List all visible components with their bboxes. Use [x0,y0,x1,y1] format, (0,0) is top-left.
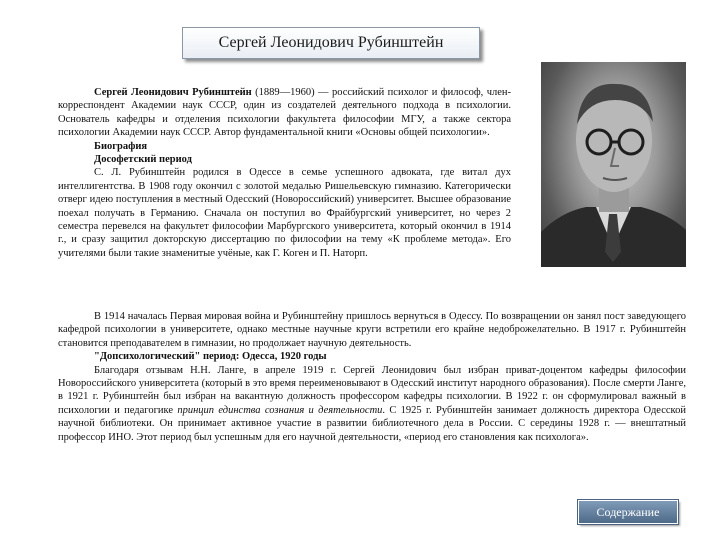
odessa-period-heading: "Допсихологический" период: Одесса, 1920 годы [94,351,327,363]
odessa-text-italic: принцип единства сознания и деятельности [177,404,383,416]
odessa-text-part1: Благодаря отзывам Н.Н. Ланге, в апреле 1919 г. Сергей Леонидович был избран приват-доцентом кафедры философии Новороссийского университета (который в это время переименовывают в Одесский институт народного образования). После смерти Ланге, в 1921 г. Рубинштейн был избран на вакантную должность профессором кафедры психологии. В 1922 г. он сформулировал важный в психологии и педагогике [58,364,686,416]
intro-text: (1889—1960) — российский психолог и философ, член-корреспондент Академии наук СССР, один из создателей деятельного подхода в психологии. Основатель кафедры и отделения психологии факультета философии МГУ, а также сектора психологии Академии наук СССР. Автор фундаментальной книги «Основы общей психологии». [58,87,511,139]
odessa-text-part2: . С 1925 г. Рубинштейн занимает должность директора Одесской научной библиотеки. Он принимает активное участие в развитии библиотечного дела в России. С середины 1928 г. — внештатный профессор ИНО. Этот период был успешным для его научной деятельности, «период его становления как психолога». [58,404,686,443]
odessa-period-paragraph [58,364,686,444]
contents-button-label: Содержание [596,504,660,519]
portrait-illustration [541,62,686,267]
pre-soviet-heading: Дософетский период [94,154,192,166]
intro-paragraph [58,86,511,140]
intro-name: Сергей Леонидович Рубинштейн [94,87,252,98]
biography-heading: Биография [94,140,148,152]
contents-button[interactable] [578,500,678,524]
portrait-photo [541,62,686,267]
slide-title [182,27,480,59]
war-paragraph: В 1914 началась Первая мировая война и Рубинштейну пришлось вернуться в Одессу. По возвращении он занял пост заведующего кафедрой психологии в университете, однако местные научные круги встретили его крайне недоброжелательно. В 1917 г. Рубинштейн становится преподавателем в гимназии, но продолжает научную деятельность. [58,311,686,349]
lower-text-column [58,310,686,444]
pre-soviet-paragraph: С. Л. Рубинштейн родился в Одессе в семье успешного адвоката, где витал дух интеллигентства. В 1908 году окончил с золотой медалью Ришельевскую гимназию. Категорически отверг идею поступления в местный Одесский (Новороссийский) университет. Высшее образование поехал получать в Германию. Сначала он поступил во Фрайбургский университет, но через 2 семестра перевелся на факультет философии Марбургского университета, который окончил в 1914 г., и сразу защитил докторскую диссертацию по философии на тему «К проблеме метода». Его учителями были такие знаменитые учёные, как Г. Коген и П. Наторп. [58,167,511,259]
upper-text-column [58,86,511,260]
slide-title-text: Сергей Леонидович Рубинштейн [218,34,444,51]
